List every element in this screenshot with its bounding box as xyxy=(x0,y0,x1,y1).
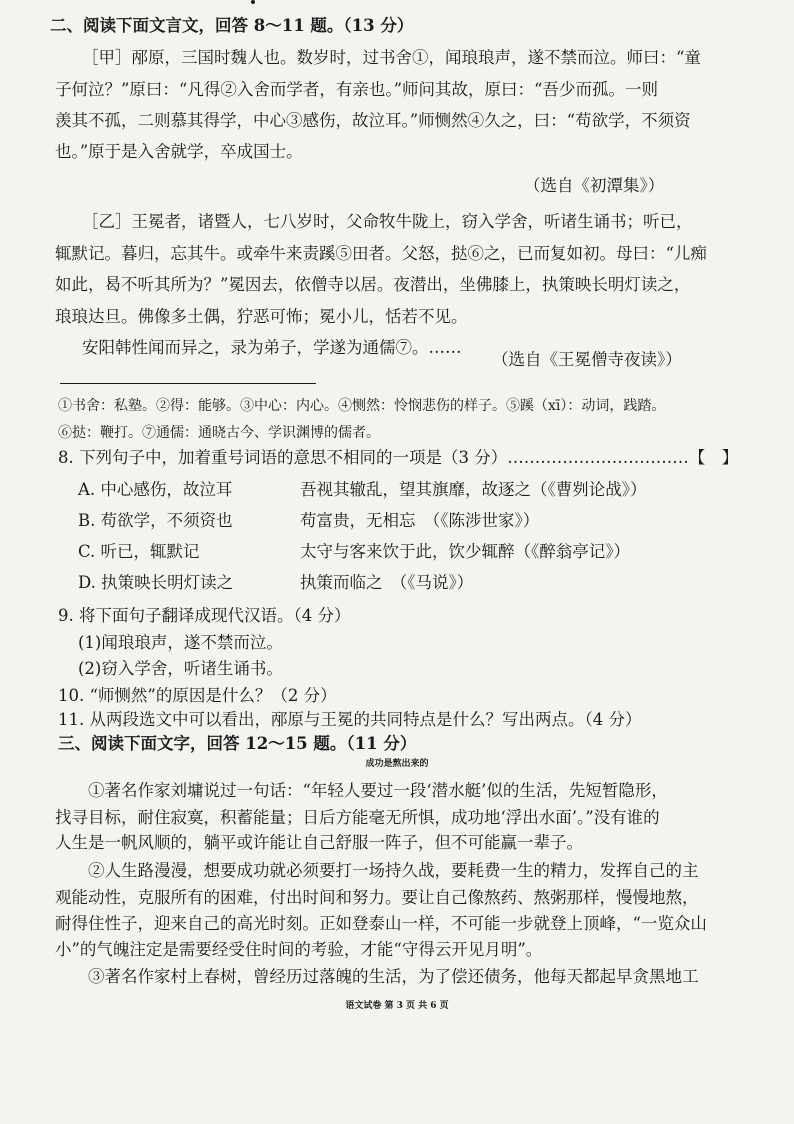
question-8-option-d: D. 执策映长明灯读之 xyxy=(78,573,234,592)
question-8-option-c-compare: 太守与客来饮于此，饮少辄醉（《醉翁亭记》） xyxy=(300,542,630,561)
passage-jia-source: （选自《初潭集》） xyxy=(524,176,665,195)
footnote-line-2: ⑥挞：鞭打。⑦通儒：通晓古今、学识渊博的儒者。 xyxy=(58,425,380,441)
question-8-option-d-compare: 执策而临之 （《马说》） xyxy=(300,573,474,592)
passage-jia-line-2: 子何泣？”原曰：“凡得②入舍而学者，有亲也。”师问其故，原曰：“吾少而孤。一则 xyxy=(55,80,658,99)
question-8-option-b: B. 苟欲学，不须资也 xyxy=(78,511,233,530)
passage-yi-line-2: 辄默记。暮归，忘其牛。或牵牛来责蹊⑤田者。父怒，挞⑥之，已而复如初。母曰：“儿痴 xyxy=(55,244,707,263)
article-line-2: 找寻目标，耐住寂寞，积蓄能量；日后方能毫无所惧，成功地‘浮出水面’。”没有谁的 xyxy=(55,808,660,827)
passage-jia-line-3: 羡其不孤，二则慕其得学，中心③感伤，故泣耳。”师恻然④久之，曰：“苟欲学，不须资 xyxy=(55,111,691,130)
question-8-option-b-compare: 苟富贵，无相忘 （《陈涉世家》） xyxy=(300,511,540,530)
scan-speck xyxy=(251,0,255,4)
question-11: 11. 从两段选文中可以看出，邴原与王冕的共同特点是什么？写出两点。（4 分） xyxy=(58,710,642,729)
passage-yi-line-3: 如此，曷不听其所为？”冕因去，依僧寺以居。夜潜出，坐佛膝上，执策映长明灯读之， xyxy=(55,275,691,294)
question-10: 10. “师恻然”的原因是什么？（2 分） xyxy=(58,686,337,705)
footnote-line-1: ①书舍：私塾。②得：能够。③中心：内心。④恻然：怜悯悲伤的样子。⑤蹊（xī）：动词，践踏。 xyxy=(58,398,666,414)
article-line-1: ①著名作家刘墉说过一句话：“年轻人要过一段‘潜水艇’似的生活，先短暂隐形， xyxy=(88,781,668,800)
passage-yi-line-4: 琅琅达旦。佛像多土偶，狞恶可怖；冕小儿，恬若不见。 xyxy=(55,307,468,326)
article-line-3: 人生是一帆风顺的，躺平或许能让自己舒服一阵子，但不可能赢一辈子。 xyxy=(55,833,583,852)
question-9-stem: 9. 将下面句子翻译成现代汉语。（4 分） xyxy=(58,606,351,625)
question-8-stem: 8. 下列句子中，加着重号词语的意思不相同的一项是（3 分）……………………………【 】 xyxy=(58,448,739,467)
question-8-option-a-compare: 吾视其辙乱，望其旗靡，故逐之（《曹刿论战》） xyxy=(300,480,647,499)
section-2-heading: 二、阅读下面文言文，回答 8～11 题。（13 分） xyxy=(50,16,414,35)
article-title: 成功是熬出来的 xyxy=(365,759,429,769)
question-8-option-c: C. 听已，辄默记 xyxy=(78,542,200,561)
page-footer: 语文试卷 第 3 页 共 6 页 xyxy=(345,1001,449,1011)
passage-yi-line-1: ［乙］王冕者，诸暨人，七八岁时，父命牧牛陇上，窃入学舍，听诸生诵书；听已， xyxy=(82,212,693,231)
section-3-heading: 三、阅读下面文字，回答 12～15 题。（11 分） xyxy=(58,734,417,753)
question-8-option-a: A. 中心感伤，故泣耳 xyxy=(78,480,233,499)
article-line-6: 耐得住性子，迎来自己的高光时刻。正如登泰山一样，不可能一步就登上顶峰，“一览众山 xyxy=(55,914,707,933)
article-line-8: ③著名作家村上春树，曾经历过落魄的生活，为了偿还债务，他每天都起早贪黑地工 xyxy=(88,967,699,986)
article-line-4: ②人生路漫漫，想要成功就必须要打一场持久战，要耗费一生的精力，发挥自己的主 xyxy=(88,861,699,880)
question-9-item-2: (2)窃入学舍，听诸生诵书。 xyxy=(78,659,283,678)
footnote-divider xyxy=(60,383,316,384)
passage-jia-line-1: ［甲］邴原，三国时魏人也。数岁时，过书舍①，闻琅琅声，遂不禁而泣。师曰：“童 xyxy=(82,48,701,67)
passage-jia-line-4: 也。”原于是入舍就学，卒成国士。 xyxy=(55,142,303,161)
article-line-7: 小”的气魄注定是需要经受住时间的考验，才能“守得云开见月明”。 xyxy=(55,940,543,959)
passage-yi-line-5: 安阳韩性闻而异之，录为弟子，学遂为通儒⑦。…… xyxy=(82,338,462,357)
article-line-5: 观能动性，克服所有的困难，付出时间和努力。要让自己像熬药、熬粥那样，慢慢地熬， xyxy=(55,888,699,907)
passage-yi-source: （选自《王冕僧寺夜读》） xyxy=(492,350,682,369)
question-9-item-1: (1)闻琅琅声，遂不禁而泣。 xyxy=(78,633,283,652)
